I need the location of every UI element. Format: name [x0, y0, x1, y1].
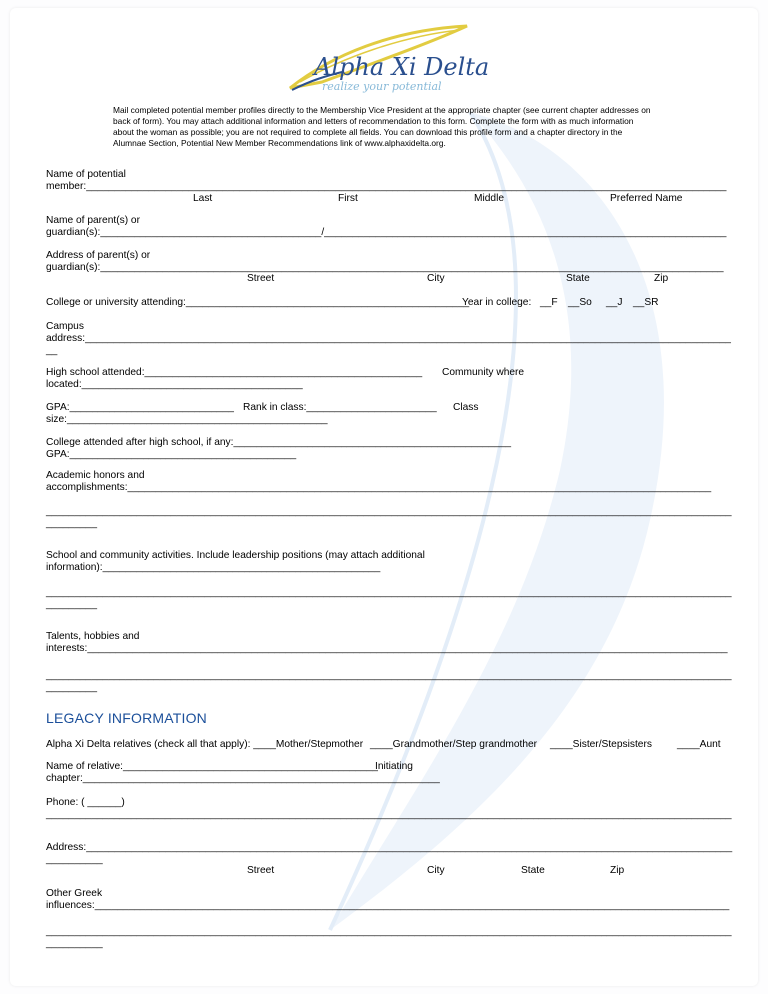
parent-address-label: Address of parent(s) or	[46, 250, 151, 261]
legacy-address-field[interactable]: Address:__________________________________________________________________________________________________________________	[46, 842, 733, 853]
intro-line-1: Mail completed potential member profiles directly to the Membership Vice President at the appropriate chapter (see current chapter addresses on	[113, 105, 651, 115]
relatives-aunt-option[interactable]: ____Aunt	[677, 739, 721, 750]
talents-field-line-3[interactable]: _________	[46, 682, 97, 693]
other-greek-field-line-3[interactable]: __________	[46, 938, 103, 949]
honors-field-line-2[interactable]: _________________________________________________________________________________________________________________________	[46, 506, 732, 517]
gpa-field[interactable]: GPA:_____________________________	[46, 402, 234, 413]
pnm-name-label: Name of potential	[46, 169, 126, 180]
initiating-chapter-field[interactable]: chapter:_______________________________________________________________	[46, 773, 440, 784]
activities-field[interactable]: information):_________________________________________________	[46, 562, 381, 573]
community-located-field[interactable]: located:_______________________________________	[46, 379, 303, 390]
intro-line-3: about the woman as possible; you are not required to complete all fields. You can download this profile form and a chapter directory in the	[113, 127, 623, 137]
pnm-middle-label: Middle	[474, 193, 505, 204]
talents-label: Talents, hobbies and	[46, 631, 140, 642]
college-after-gpa-field[interactable]: GPA:________________________________________	[46, 449, 297, 460]
phone-label[interactable]: Phone: ( ______)	[46, 797, 125, 808]
intro-line-4: Alumnae Section, Potential New Member Recommendations link of www.alphaxidelta.org.	[113, 138, 446, 148]
parent-name-field[interactable]: guardian(s):_______________________________________/_______________________________________________________________________	[46, 227, 727, 238]
legacy-address-field-cont[interactable]: __________	[46, 854, 103, 865]
intro-line-2: back of form). You may attach additional information and letters of recommendation to this form. Complete the form with as much information	[113, 116, 634, 126]
other-greek-label: Other Greek	[46, 888, 103, 899]
pnm-preferred-label: Preferred Name	[610, 193, 683, 204]
street-label: Street	[247, 273, 275, 284]
college-after-field[interactable]: College attended after high school, if any:_________________________________________________	[46, 437, 512, 448]
brand-tagline: realize your potential	[322, 80, 442, 93]
relatives-grandmother-option[interactable]: ____Grandmother/Step grandmother	[370, 739, 538, 750]
honors-field[interactable]: accomplishments:_______________________________________________________________________________________________________	[46, 482, 712, 493]
relative-name-field[interactable]: Name of relative:_____________________________________________	[46, 761, 378, 772]
pnm-last-label: Last	[193, 193, 213, 204]
activities-field-line-2[interactable]: _________________________________________________________________________________________________________________________	[46, 587, 732, 598]
legacy-zip-label: Zip	[610, 865, 625, 876]
city-label: City	[427, 273, 445, 284]
zip-label: Zip	[654, 273, 669, 284]
campus-address-label: Campus	[46, 321, 84, 332]
talents-field[interactable]: interests:_________________________________________________________________________________________________________________	[46, 643, 728, 654]
pnm-name-field[interactable]: member:_________________________________________________________________________________________________________________	[46, 181, 727, 192]
legacy-city-label: City	[427, 865, 445, 876]
high-school-field[interactable]: High school attended:_________________________________________________	[46, 367, 423, 378]
talents-field-line-2[interactable]: _________________________________________________________________________________________________________________________	[46, 670, 732, 681]
year-in-college-label: Year in college:	[462, 297, 532, 308]
parent-address-field[interactable]: guardian(s):______________________________________________________________________________________________________________	[46, 262, 724, 273]
phone-field[interactable]: _________________________________________________________________________________________________________________________	[46, 809, 732, 820]
legacy-state-label: State	[521, 865, 545, 876]
campus-address-field-cont[interactable]: __	[46, 345, 58, 356]
year-sophomore-option[interactable]: __So	[568, 297, 592, 308]
honors-label: Academic honors and	[46, 470, 145, 481]
relatives-mother-option[interactable]: Alpha Xi Delta relatives (check all that apply): ____Mother/Stepmother	[46, 739, 364, 750]
community-where-label: Community where	[442, 367, 525, 378]
activities-label: School and community activities. Include leadership positions (may attach additional	[46, 550, 425, 561]
relatives-sister-option[interactable]: ____Sister/Stepsisters	[550, 739, 652, 750]
legacy-heading: LEGACY INFORMATION	[46, 710, 207, 726]
honors-field-line-3[interactable]: _________	[46, 518, 97, 529]
other-greek-field-line-2[interactable]: _________________________________________________________________________________________________________________________	[46, 926, 732, 937]
college-field[interactable]: College or university attending:__________________________________________________	[46, 297, 470, 308]
year-freshman-option[interactable]: __F	[540, 297, 558, 308]
campus-address-field[interactable]: address:__________________________________________________________________________________________________________________	[46, 333, 731, 344]
class-size-label: Class	[453, 402, 479, 413]
other-greek-field[interactable]: influences:________________________________________________________________________________________________________________	[46, 900, 730, 911]
year-senior-option[interactable]: __SR	[633, 297, 659, 308]
legacy-street-label: Street	[247, 865, 275, 876]
rank-in-class-field[interactable]: Rank in class:_______________________	[243, 402, 437, 413]
pnm-first-label: First	[338, 193, 358, 204]
parent-name-label: Name of parent(s) or	[46, 215, 140, 226]
initiating-label: Initiating	[375, 761, 413, 772]
class-size-field[interactable]: size:______________________________________________	[46, 414, 328, 425]
brand-logo: Alpha Xi Delta	[314, 53, 490, 81]
activities-field-line-3[interactable]: _________	[46, 599, 97, 610]
state-label: State	[566, 273, 590, 284]
year-junior-option[interactable]: __J	[606, 297, 623, 308]
